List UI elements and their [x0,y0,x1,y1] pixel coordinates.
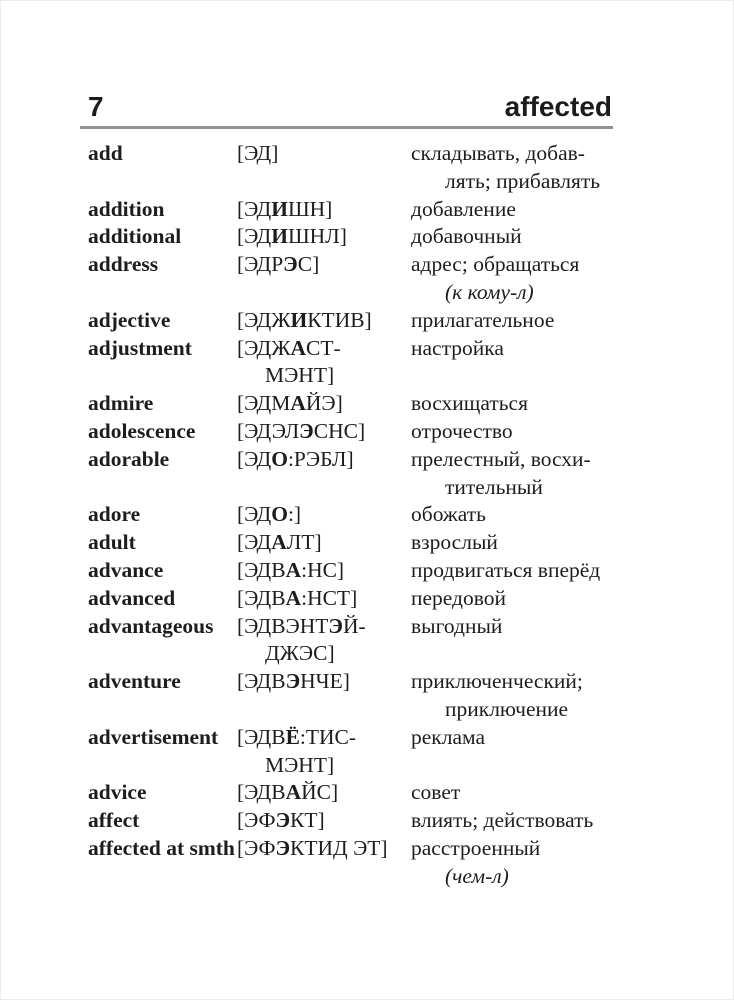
entry-word [88,557,237,585]
transcription-line: [ЭДО:] [237,502,302,527]
transcription-line: [ЭДВЁ:ТИС- [237,724,357,749]
transcription-line: [ЭДВА:НСТ] [237,585,358,610]
entry-transcription [237,668,411,696]
word-text: addition [88,196,165,221]
dictionary-entry [88,779,616,807]
entry-transcription [237,835,411,863]
dictionary-entry [88,390,616,418]
transcription-line: [ЭДВЭНЧЕ] [237,669,350,694]
transcription-line: [ЭДО:РЭБЛ] [237,446,354,471]
dictionary-entry [88,613,616,669]
word-text: address [88,252,159,277]
entry-translation [411,835,616,891]
transcription-line: [ЭДЖИКТИВ] [237,307,372,332]
entry-translation [411,807,616,835]
entry-word [88,807,237,835]
transcription-line: [ЭДЖАСТ- [237,335,341,360]
translation-line: совет [411,780,461,805]
dictionary-entry [88,223,616,251]
translation-line: добавление [411,196,516,221]
header-rule [80,126,613,129]
transcription-line: [ЭДИШНЛ] [237,224,347,249]
word-text: adult [88,530,136,555]
transcription-line: [ЭДВА:НС] [237,557,345,582]
dictionary-entry [88,251,616,307]
entry-transcription [237,390,411,418]
translation-line: выгодный [411,613,503,638]
translation-line: влиять; действовать [411,808,594,833]
entry-translation [411,501,616,529]
entry-translation [411,390,616,418]
entry-translation [411,724,616,752]
translation-line: продвигаться вперёд [411,557,601,582]
header-guide-word: affected [504,91,612,122]
entry-translation [411,779,616,807]
translation-line: реклама [411,724,486,749]
dictionary-entry [88,807,616,835]
entry-word [88,335,237,363]
entry-translation [411,307,616,335]
word-text: advice [88,780,147,805]
dictionary-entry [88,418,616,446]
translation-line: восхищаться [411,391,528,416]
translation-line: настройка [411,335,504,360]
entry-word [88,613,237,641]
word-text: adjective [88,307,171,332]
entry-transcription [237,251,411,279]
translation-line: складывать, добав- [411,141,585,165]
transcription-line: [ЭДМАЙЭ] [237,391,343,416]
translation-line: передовой [411,585,507,610]
entry-translation [411,251,616,307]
word-text: affected at smth [88,835,235,860]
transcription-line: МЭНТ] [265,363,335,388]
entry-transcription [237,557,411,585]
entry-translation [411,223,616,251]
translation-line: обожать [411,502,486,527]
transcription-line: [ЭДИШН] [237,196,333,221]
entry-transcription [237,779,411,807]
dictionary-entry [88,557,616,585]
dictionary-entry [88,335,616,391]
entry-translation [411,529,616,557]
word-text: adore [88,502,141,527]
transcription-line: [ЭДЭЛЭСНС] [237,418,366,443]
page-header [88,93,612,121]
dictionary-entry [88,724,616,780]
entry-word [88,585,237,613]
entry-translation [411,140,616,196]
entry-transcription [237,196,411,224]
translation-line: (чем-л) [445,863,509,888]
entries-list [88,140,616,891]
translation-line: (к кому-л) [445,279,534,304]
entry-transcription [237,613,411,669]
entry-word [88,251,237,279]
word-text: advertisement [88,724,219,749]
entry-translation [411,196,616,224]
entry-word [88,307,237,335]
translation-line: адрес; обращаться [411,252,580,277]
entry-transcription [237,585,411,613]
word-text: advanced [88,585,176,610]
word-text: additional [88,224,182,249]
translation-line: взрослый [411,530,498,555]
entry-transcription [237,724,411,780]
transcription-line: [ЭДРЭС] [237,252,320,277]
dictionary-entry [88,196,616,224]
entry-translation [411,418,616,446]
translation-line: отрочество [411,418,513,443]
transcription-line: [ЭДАЛТ] [237,530,322,555]
transcription-line: [ЭФЭКТИД ЭТ] [237,835,388,860]
entry-transcription [237,529,411,557]
transcription-line: [ЭДВАЙС] [237,780,339,805]
transcription-line: [ЭД] [237,141,279,165]
dictionary-entry [88,140,616,196]
entry-translation [411,335,616,363]
page-number: 7 [88,91,104,122]
transcription-line: МЭНТ] [265,752,335,777]
entry-transcription [237,446,411,474]
transcription-line: [ЭФЭКТ] [237,808,325,833]
translation-line: лять; прибавлять [445,168,601,193]
word-text: adolescence [88,418,196,443]
word-text: adjustment [88,335,192,360]
entry-word [88,140,237,168]
entry-word [88,446,237,474]
translation-line: прелестный, восхи- [411,446,591,471]
translation-line: расстроенный [411,835,541,860]
entry-transcription [237,418,411,446]
dictionary-entry [88,585,616,613]
entry-translation [411,557,616,585]
word-text: adventure [88,669,181,694]
entry-word [88,779,237,807]
entry-transcription [237,223,411,251]
entry-translation [411,613,616,641]
translation-line: приключенческий; [411,669,583,694]
entry-transcription [237,307,411,335]
dictionary-entry [88,446,616,502]
entry-word [88,529,237,557]
dictionary-entry [88,668,616,724]
entry-word [88,668,237,696]
word-text: adorable [88,446,170,471]
word-text: affect [88,808,140,833]
entry-word [88,835,237,863]
entry-transcription [237,140,411,168]
entry-word [88,390,237,418]
transcription-line: [ЭДВЭНТЭЙ- [237,613,366,638]
translation-line: тительный [445,474,543,499]
word-text: advance [88,557,164,582]
entry-word [88,223,237,251]
translation-line: приключение [445,696,569,721]
entry-word [88,501,237,529]
transcription-line: ДЖЭС] [265,641,335,666]
entry-word [88,418,237,446]
dictionary-entry [88,307,616,335]
word-text: admire [88,391,154,416]
word-text: advantageous [88,613,214,638]
entry-transcription [237,501,411,529]
entry-translation [411,446,616,502]
dictionary-entry [88,529,616,557]
entry-word [88,724,237,752]
dictionary-entry [88,835,616,891]
entry-translation [411,585,616,613]
entry-word [88,196,237,224]
dictionary-entry [88,501,616,529]
entry-transcription [237,807,411,835]
word-text: add [88,141,123,165]
translation-line: добавочный [411,224,522,249]
entry-translation [411,668,616,724]
entry-transcription [237,335,411,391]
translation-line: прилагательное [411,307,555,332]
